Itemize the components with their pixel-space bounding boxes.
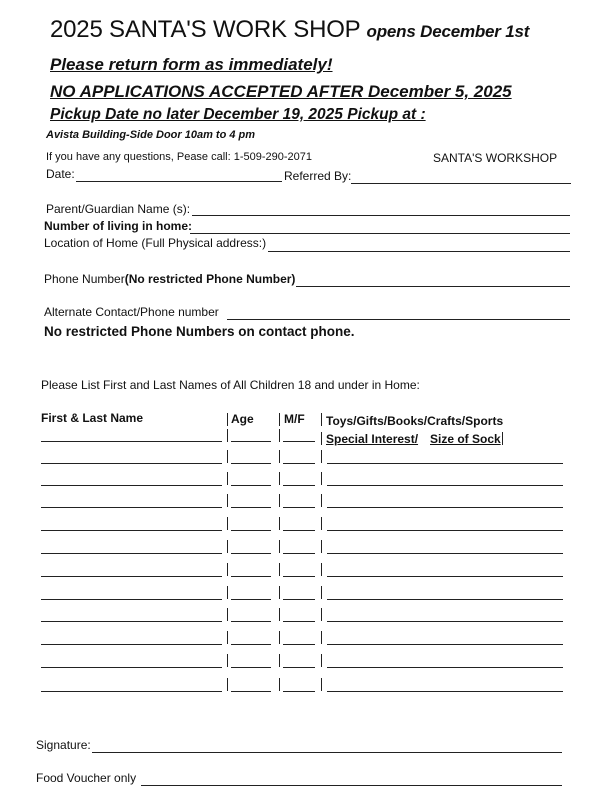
col-divider <box>227 654 228 667</box>
number-living-field[interactable] <box>190 233 570 234</box>
child-age-field[interactable] <box>231 441 271 442</box>
child-age-field[interactable] <box>231 463 271 464</box>
child-mf-field[interactable] <box>283 644 315 645</box>
col-divider <box>279 654 280 667</box>
child-mf-field[interactable] <box>283 667 315 668</box>
col-divider <box>502 432 503 445</box>
col-divider <box>279 540 280 553</box>
col-divider <box>227 450 228 463</box>
child-mf-field[interactable] <box>283 621 315 622</box>
signature-field[interactable] <box>92 752 562 753</box>
child-age-field[interactable] <box>231 599 271 600</box>
col-divider <box>227 631 228 644</box>
child-name-field[interactable] <box>41 507 222 508</box>
child-mf-field[interactable] <box>283 576 315 577</box>
child-interest-field[interactable] <box>327 667 563 668</box>
col-mf-header: M/F <box>284 412 305 426</box>
child-mf-field[interactable] <box>283 691 315 692</box>
child-name-field[interactable] <box>41 691 222 692</box>
child-age-field[interactable] <box>231 621 271 622</box>
child-age-field[interactable] <box>231 530 271 531</box>
no-restricted-notice: No restricted Phone Numbers on contact phone. <box>44 324 355 339</box>
child-interest-field[interactable] <box>327 463 563 464</box>
child-name-field[interactable] <box>41 667 222 668</box>
phone-number-field[interactable] <box>296 286 570 287</box>
phone-number-text: Phone Number <box>44 272 125 286</box>
child-age-field[interactable] <box>231 667 271 668</box>
child-mf-field[interactable] <box>283 463 315 464</box>
col-divider <box>321 654 322 667</box>
child-mf-field[interactable] <box>283 599 315 600</box>
child-age-field[interactable] <box>231 485 271 486</box>
col-divider <box>227 678 228 691</box>
child-interest-field[interactable] <box>327 691 563 692</box>
parent-guardian-label: Parent/Guardian Name (s): <box>46 202 191 216</box>
col-divider <box>227 413 228 426</box>
no-applications-notice: NO APPLICATIONS ACCEPTED AFTER December 5, 2025 <box>50 82 512 101</box>
col-divider <box>227 517 228 530</box>
children-instruction: Please List First and Last Names of All Children 18 and under in Home: <box>41 378 420 392</box>
child-interest-field[interactable] <box>327 576 563 577</box>
child-interest-field[interactable] <box>327 507 563 508</box>
col-divider <box>321 432 322 445</box>
col-divider <box>321 494 322 507</box>
phone-number-label <box>44 272 295 286</box>
col-divider <box>279 631 280 644</box>
child-mf-field[interactable] <box>283 507 315 508</box>
col-divider <box>321 472 322 485</box>
col-divider <box>321 450 322 463</box>
col-divider <box>279 429 280 442</box>
col-divider <box>227 540 228 553</box>
referred-by-label: Referred By: <box>284 169 352 183</box>
child-name-field[interactable] <box>41 441 222 442</box>
col-divider <box>279 678 280 691</box>
alternate-contact-field[interactable] <box>227 319 570 320</box>
signature-label: Signature: <box>36 738 91 752</box>
date-label: Date: <box>46 167 75 181</box>
pickup-location: Avista Building-Side Door 10am to 4 pm <box>46 129 256 141</box>
location-home-label: Location of Home (Full Physical address:) <box>44 236 267 250</box>
location-home-field[interactable] <box>268 251 570 252</box>
col-sock-header: Size of Sock <box>430 432 501 446</box>
col-divider <box>321 678 322 691</box>
child-name-field[interactable] <box>41 621 222 622</box>
col-divider <box>279 472 280 485</box>
child-name-field[interactable] <box>41 553 222 554</box>
number-living-label: Number of living in home: <box>44 219 193 233</box>
child-interest-field[interactable] <box>327 644 563 645</box>
child-age-field[interactable] <box>231 507 271 508</box>
food-voucher-field[interactable] <box>141 785 562 786</box>
col-divider <box>321 563 322 576</box>
col-divider <box>279 494 280 507</box>
col-toys-header: Toys/Gifts/Books/Crafts/Sports <box>326 414 504 428</box>
col-divider <box>279 563 280 576</box>
child-mf-field[interactable] <box>283 441 315 442</box>
child-name-field[interactable] <box>41 599 222 600</box>
workshop-label: SANTA'S WORKSHOP <box>433 151 558 165</box>
child-mf-field[interactable] <box>283 530 315 531</box>
questions-phone: If you have any questions, Pease call: 1-509-290-2071 <box>46 151 313 163</box>
col-divider <box>227 429 228 442</box>
col-divider <box>321 608 322 621</box>
col-divider <box>321 540 322 553</box>
child-interest-field[interactable] <box>327 485 563 486</box>
col-divider <box>227 608 228 621</box>
col-divider <box>279 586 280 599</box>
pickup-notice: Pickup Date no later December 19, 2025 Pickup at : <box>50 106 426 123</box>
col-divider <box>227 563 228 576</box>
col-divider <box>279 413 280 426</box>
form-title <box>50 16 529 44</box>
col-age-header: Age <box>231 412 254 426</box>
col-divider <box>279 450 280 463</box>
col-divider <box>321 631 322 644</box>
child-age-field[interactable] <box>231 553 271 554</box>
alternate-contact-label: Alternate Contact/Phone number <box>44 305 219 319</box>
child-name-field[interactable] <box>41 530 222 531</box>
child-interest-field[interactable] <box>327 530 563 531</box>
col-divider <box>227 472 228 485</box>
child-age-field[interactable] <box>231 576 271 577</box>
child-name-field[interactable] <box>41 576 222 577</box>
child-mf-field[interactable] <box>283 553 315 554</box>
child-age-field[interactable] <box>231 691 271 692</box>
parent-guardian-field[interactable] <box>192 215 570 216</box>
child-interest-field[interactable] <box>327 599 563 600</box>
col-divider <box>227 586 228 599</box>
child-name-field[interactable] <box>41 463 222 464</box>
col-divider <box>321 586 322 599</box>
col-special-header: Special Interest/ <box>326 432 419 446</box>
referred-by-field[interactable] <box>351 183 571 184</box>
col-divider <box>321 413 322 426</box>
opens-date: opens December 1st <box>366 22 530 41</box>
child-mf-field[interactable] <box>283 485 315 486</box>
date-field[interactable] <box>76 181 282 182</box>
child-name-field[interactable] <box>41 485 222 486</box>
phone-number-note: (No restricted Phone Number) <box>124 272 296 286</box>
food-voucher-label: Food Voucher only <box>36 771 137 785</box>
child-age-field[interactable] <box>231 644 271 645</box>
col-name-header: First & Last Name <box>41 411 144 425</box>
return-notice: Please return form as immediately! <box>50 55 333 74</box>
title-text: 2025 SANTA'S WORK SHOP <box>50 16 361 43</box>
child-name-field[interactable] <box>41 644 222 645</box>
col-divider <box>321 517 322 530</box>
child-interest-field[interactable] <box>327 621 563 622</box>
col-divider <box>279 608 280 621</box>
child-interest-field[interactable] <box>327 553 563 554</box>
col-divider <box>279 517 280 530</box>
col-divider <box>227 494 228 507</box>
